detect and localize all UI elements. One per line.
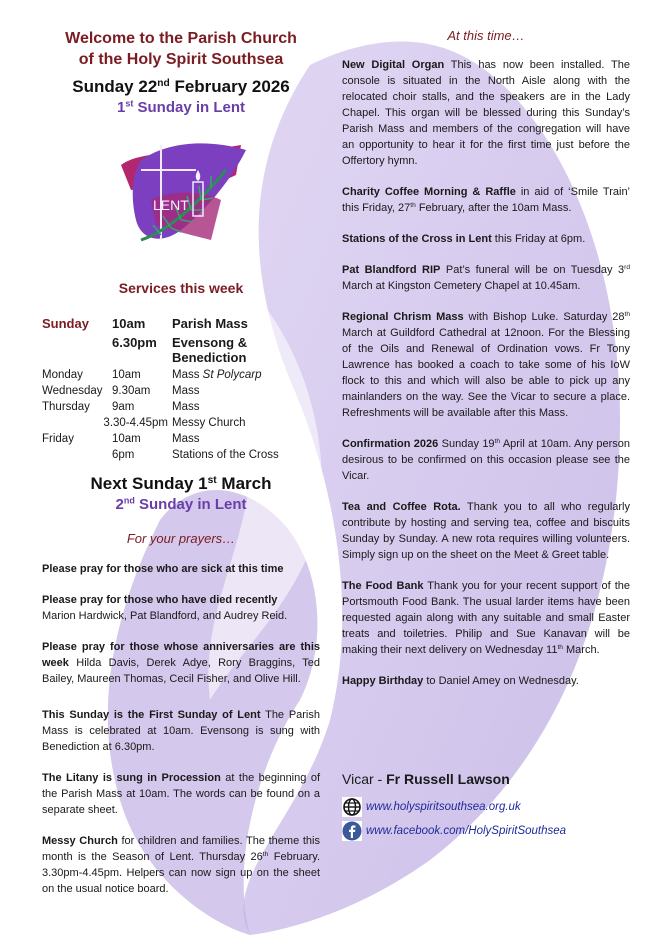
notice-funeral: Pat Blandford RIP Pat’s funeral will be on Tuesday 3rd March at Kingston Cemetery Chapel at 10.45am.: [342, 264, 630, 292]
notice-tea-rota: Tea and Coffee Rota. Thank you to all who regularly contribute by hosting and serving tea, coffee and biscuits Sunday by Sunday. A new rota requires willing volunteers. Simply sign up on the sheet on the Meet & Greet table.: [342, 501, 630, 561]
website-link[interactable]: www.holyspiritsouthsea.org.uk: [342, 797, 630, 817]
notice-litany: The Litany is sung in Procession at the beginning of the Parish Mass at 10am. The words can be found on a separate sheet.: [42, 772, 320, 816]
globe-icon: [342, 797, 362, 817]
prayer-sick: Please pray for those who are sick at this time: [42, 563, 284, 575]
lent-logo: [111, 130, 251, 260]
facebook-link[interactable]: www.facebook.com/HolySpiritSouthsea: [342, 821, 630, 841]
service-date: Sunday 22nd February 2026: [72, 77, 290, 96]
schedule-row: 6pm Stations of the Cross: [112, 449, 279, 461]
services-schedule: [42, 316, 320, 465]
notice-coffee-morning: Charity Coffee Morning & Raffle in aid of ‘Smile Train’ this Friday, 27th February, after the 10am Mass.: [342, 186, 630, 214]
notice-first-sunday: This Sunday is the First Sunday of Lent The Parish Mass is celebrated at 10am. Evensong is sung with Benediction at 6.30pm.: [42, 709, 320, 753]
notice-chrism-mass: Regional Chrism Mass with Bishop Luke. Saturday 28th March at Guildford Cathedral at 12noon. For the Blessing of the Oils and Renewal of Ordination vows. Fr Tony Lawrence has booked a coach to take some of his IoW flock to this and which will also be able to pick up any mainlanders on the way. See the Vicar to secure a place. Refreshments will be available after this Mass.: [342, 311, 630, 419]
at-this-time-heading: At this time…: [447, 28, 525, 43]
schedule-row: Monday 10am Mass St Polycarp: [42, 369, 262, 381]
schedule-row: Thursday 9am Mass: [42, 401, 200, 413]
left-column: [42, 28, 320, 897]
welcome-title-line1: Welcome to the Parish Church: [65, 30, 297, 47]
svg-text:LENT: LENT: [153, 197, 189, 213]
schedule-row: Wednesday 9.30am Mass: [42, 385, 200, 397]
next-sunday-date: Next Sunday 1st March: [90, 474, 272, 493]
notice-confirmation: Confirmation 2026 Sunday 19th April at 10am. Any person desirous to be confirmed on this occasion please see the Vicar.: [342, 438, 631, 482]
liturgical-sunday: 1st Sunday in Lent: [116, 98, 246, 116]
facebook-icon: [342, 821, 362, 841]
notice-messy-church: Messy Church for children and families. The theme this month is the Season of Lent. Thursday 26th February. 3.30pm-4.45pm. Helpers can now sign up on the sheet on the usual notice board.: [42, 835, 321, 895]
schedule-row: 6.30pm Evensong & Benediction: [112, 335, 248, 365]
next-liturgical-sunday: 2nd Sunday in Lent: [115, 495, 247, 513]
notice-food-bank: The Food Bank Thank you for your recent support of the Portsmouth Food Bank. The usual larder items have been requested again along with any suitable and small Easter treats and toiletries. Philip and Sue Kanavan will be making their next delivery on Wednesday 11th March.: [342, 580, 630, 656]
schedule-row: 3.30-4.45pm Messy Church: [103, 417, 246, 429]
prayer-died: Please pray for those who have died recently Marion Hardwick, Pat Blandford, and Audrey Reid.: [42, 594, 288, 622]
schedule-row: Sunday 10am Parish Mass: [42, 316, 248, 331]
schedule-row: Friday 10am Mass: [42, 433, 200, 445]
notice-organ: New Digital Organ This has now been installed. The console is situated in the North Aisle along with the relocated choir stalls, and the speakers are in the Lady Chapel. This organ will be blessed during this Sunday’s Parish Mass and members of the congregation will have an opportunity to hear it for the first time just before the Offertory hymn.: [342, 59, 630, 167]
right-column: [342, 28, 630, 841]
vicar-line: Vicar - Fr Russell Lawson: [342, 771, 510, 787]
welcome-title-line2: of the Holy Spirit Southsea: [78, 51, 284, 68]
prayer-anniversaries: Please pray for those whose anniversaries are this week Hilda Davis, Derek Adye, Rory Braggins, Ted Bailey, Maureen Thomas, Cecil Fisher, and Olive Hill.: [42, 641, 320, 685]
notice-birthday: Happy Birthday to Daniel Amey on Wednesday.: [342, 675, 579, 687]
services-heading: Services this week: [118, 280, 244, 296]
prayers-heading: For your prayers…: [126, 531, 236, 546]
notice-stations: Stations of the Cross in Lent this Friday at 6pm.: [342, 233, 586, 245]
